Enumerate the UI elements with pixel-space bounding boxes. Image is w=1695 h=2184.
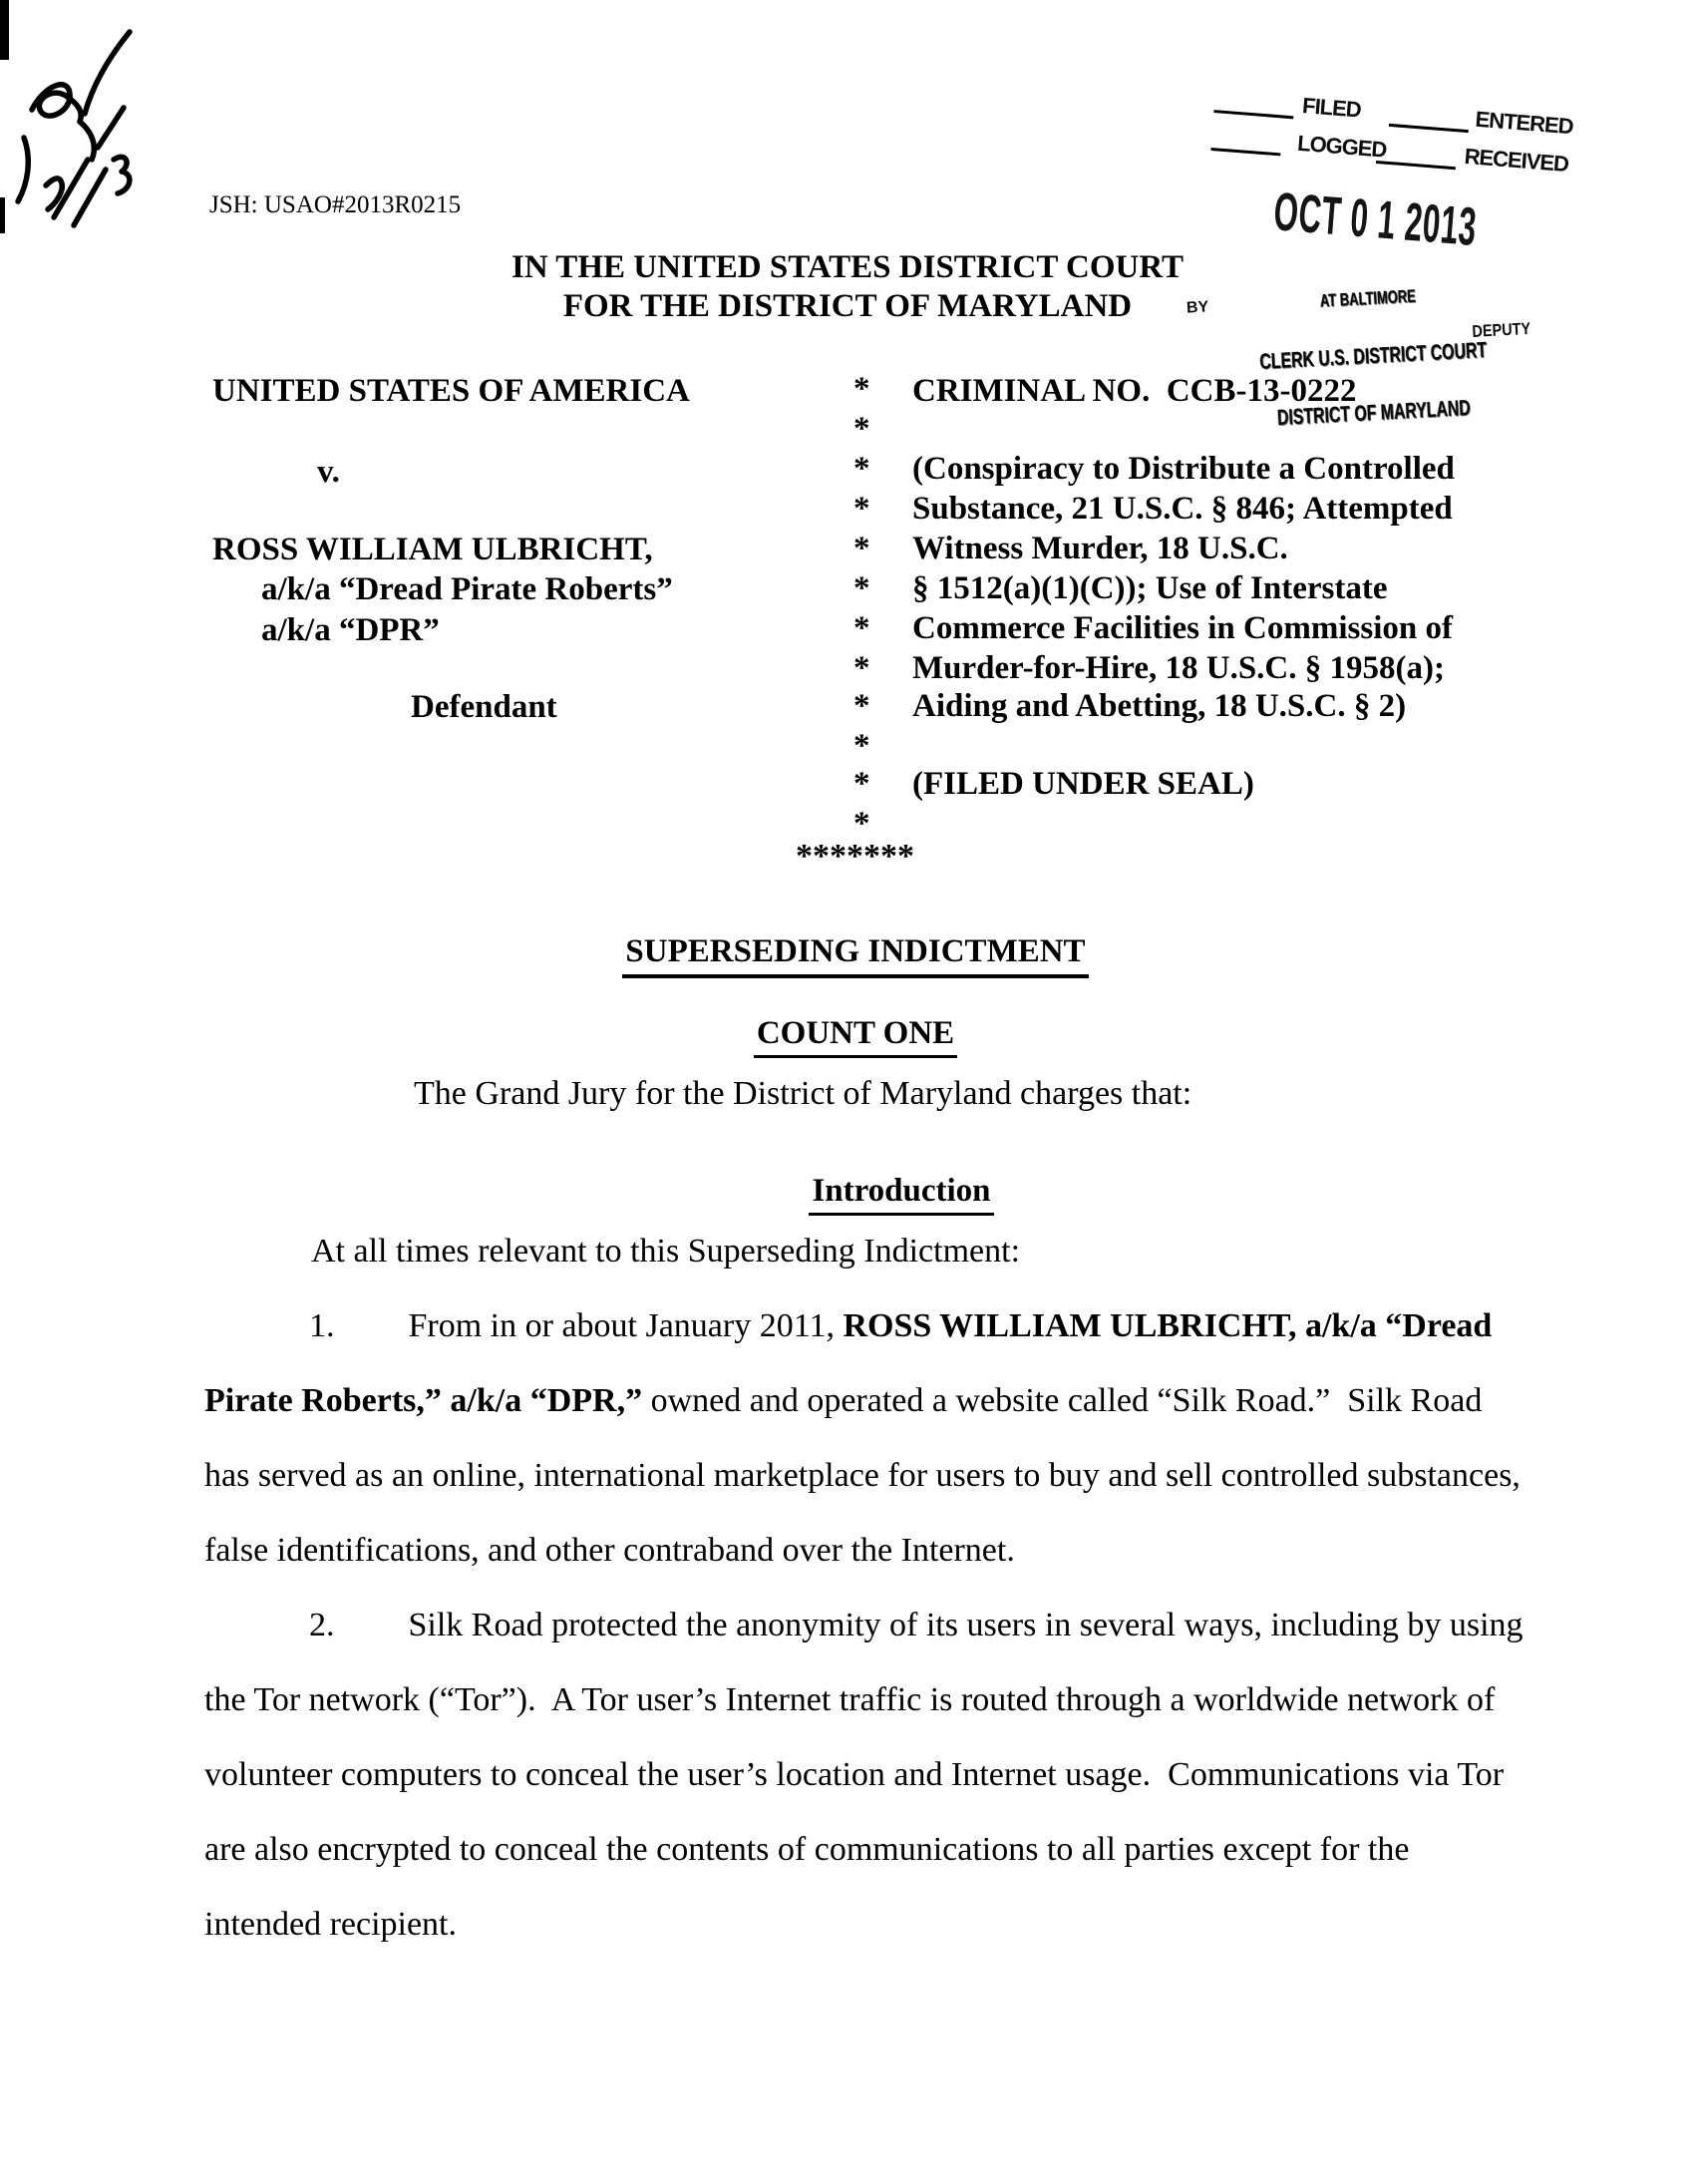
caption-charge-line: Commerce Facilities in Commission of [912,610,1453,646]
defendant-name-bold: Pirate Roberts,” a/k/a “DPR,” [204,1382,643,1419]
body-paragraph-2-line-4: are also encrypted to conceal the contents of communications to all parties except for the [204,1831,1410,1868]
paragraph-number: 1. [309,1307,335,1344]
caption-aka-2: a/k/a “DPR” [261,612,440,648]
caption-star: * [853,728,870,764]
stamp-blank-line [1389,124,1469,133]
stamp-received-label: RECEIVED [1463,143,1569,178]
stamp-date: OCT 0 1 2013 [1271,182,1480,257]
clerk-stamp-line3: DISTRICT OF MARYLAND [1276,394,1472,430]
caption-plaintiff: UNITED STATES OF AMERICA [212,373,690,409]
filed-stamp [1201,80,1601,269]
body-paragraph-1-line-4: false identifications, and other contraband over the Internet. [204,1532,1015,1569]
body-paragraph-2-line-2: the Tor network (“Tor”). A Tor user’s Internet traffic is routed through a worldwide network of [204,1681,1496,1718]
caption-filed-under-seal: (FILED UNDER SEAL) [912,766,1254,802]
stamp-logged-label: LOGGED [1296,130,1388,163]
grand-jury-charges-line: The Grand Jury for the District of Maryland charges that: [414,1075,1192,1112]
clerk-stamp-line1: AT BALTIMORE [1319,285,1417,311]
caption-star: * [853,806,870,842]
caption-star: * [853,491,870,527]
paragraph-number: 2. [309,1607,335,1643]
caption-charge-line: Aiding and Abetting, 18 U.S.C. § 2) [912,688,1407,724]
body-paragraph-1-line-3: has served as an online, international marketplace for users to buy and sell controlled substances, [204,1457,1521,1494]
caption-star: * [853,531,870,566]
superseding-indictment-heading: SUPERSEDING INDICTMENT [622,933,1088,978]
caption-charge-line: Substance, 21 U.S.C. § 846; Attempted [912,491,1453,527]
caption-aka-1: a/k/a “Dread Pirate Roberts” [261,571,673,607]
caption-star: * [853,371,870,407]
clerk-stamp-line2: CLERK U.S. DISTRICT COURT [1258,336,1488,374]
caption-defendant-label: Defendant [411,689,557,725]
court-title-line1: IN THE UNITED STATES DISTRICT COURT [510,249,1185,285]
body-paragraph-1-line-2 [204,1382,1482,1420]
case-reference: JSH: USAO#2013R0215 [209,191,462,218]
handwritten-initials-date [2,18,211,277]
defendant-name-bold: ROSS WILLIAM ULBRICHT, a/k/a “Dread [843,1307,1493,1344]
body-paragraph-2-line-1 [309,1607,1524,1644]
stamp-by-label: BY [1186,298,1209,317]
court-title-line2: FOR THE DISTRICT OF MARYLAND [562,288,1133,324]
caption-versus: v. [317,454,340,490]
stamp-blank-line [1376,161,1456,170]
caption-charge-line: (Conspiracy to Distribute a Controlled [912,451,1455,487]
caption-star: * [853,411,870,447]
body-paragraph-2-line-5: intended recipient. [204,1906,458,1943]
body-intro-line: At all times relevant to this Superseding Indictment: [311,1233,1021,1270]
body-paragraph-2-line-3: volunteer computers to conceal the user’s location and Internet usage. Communications via Tor [204,1756,1505,1793]
body-paragraph-1-line-1 [309,1307,1492,1345]
caption-charge-line: Murder-for-Hire, 18 U.S.C. § 1958(a); [912,650,1445,686]
caption-star: * [853,570,870,606]
caption-star: * [853,610,870,646]
stamp-entered-label: ENTERED [1474,106,1574,140]
body-text: owned and operated a website called “Silk Road.” Silk Road [642,1382,1483,1419]
count-one-heading: COUNT ONE [754,1015,957,1058]
clerk-stamp [1254,245,1488,465]
stamp-deputy-label: DEPUTY [1472,318,1531,341]
caption-defendant-name: ROSS WILLIAM ULBRICHT, [212,532,653,567]
caption-star: * [853,650,870,686]
body-text: From in or about January 2011, [408,1307,844,1344]
caption-star: * [853,451,870,487]
caption-charge-line: Witness Murder, 18 U.S.C. [912,531,1288,566]
caption-star: * [853,766,870,802]
stamp-filed-label: FILED [1301,93,1362,123]
introduction-heading: Introduction [809,1173,993,1216]
caption-charge-line: § 1512(a)(1)(C)); Use of Interstate [912,570,1388,606]
caption-criminal-no: CRIMINAL NO. CCB-13-0222 [912,373,1357,409]
body-text: Silk Road protected the anonymity of its users in several ways, including by using [408,1607,1524,1643]
stamp-blank-line [1213,110,1293,119]
caption-stars-row: ******* [796,838,914,875]
stamp-blank-line [1210,148,1280,156]
caption-star: * [853,688,870,724]
